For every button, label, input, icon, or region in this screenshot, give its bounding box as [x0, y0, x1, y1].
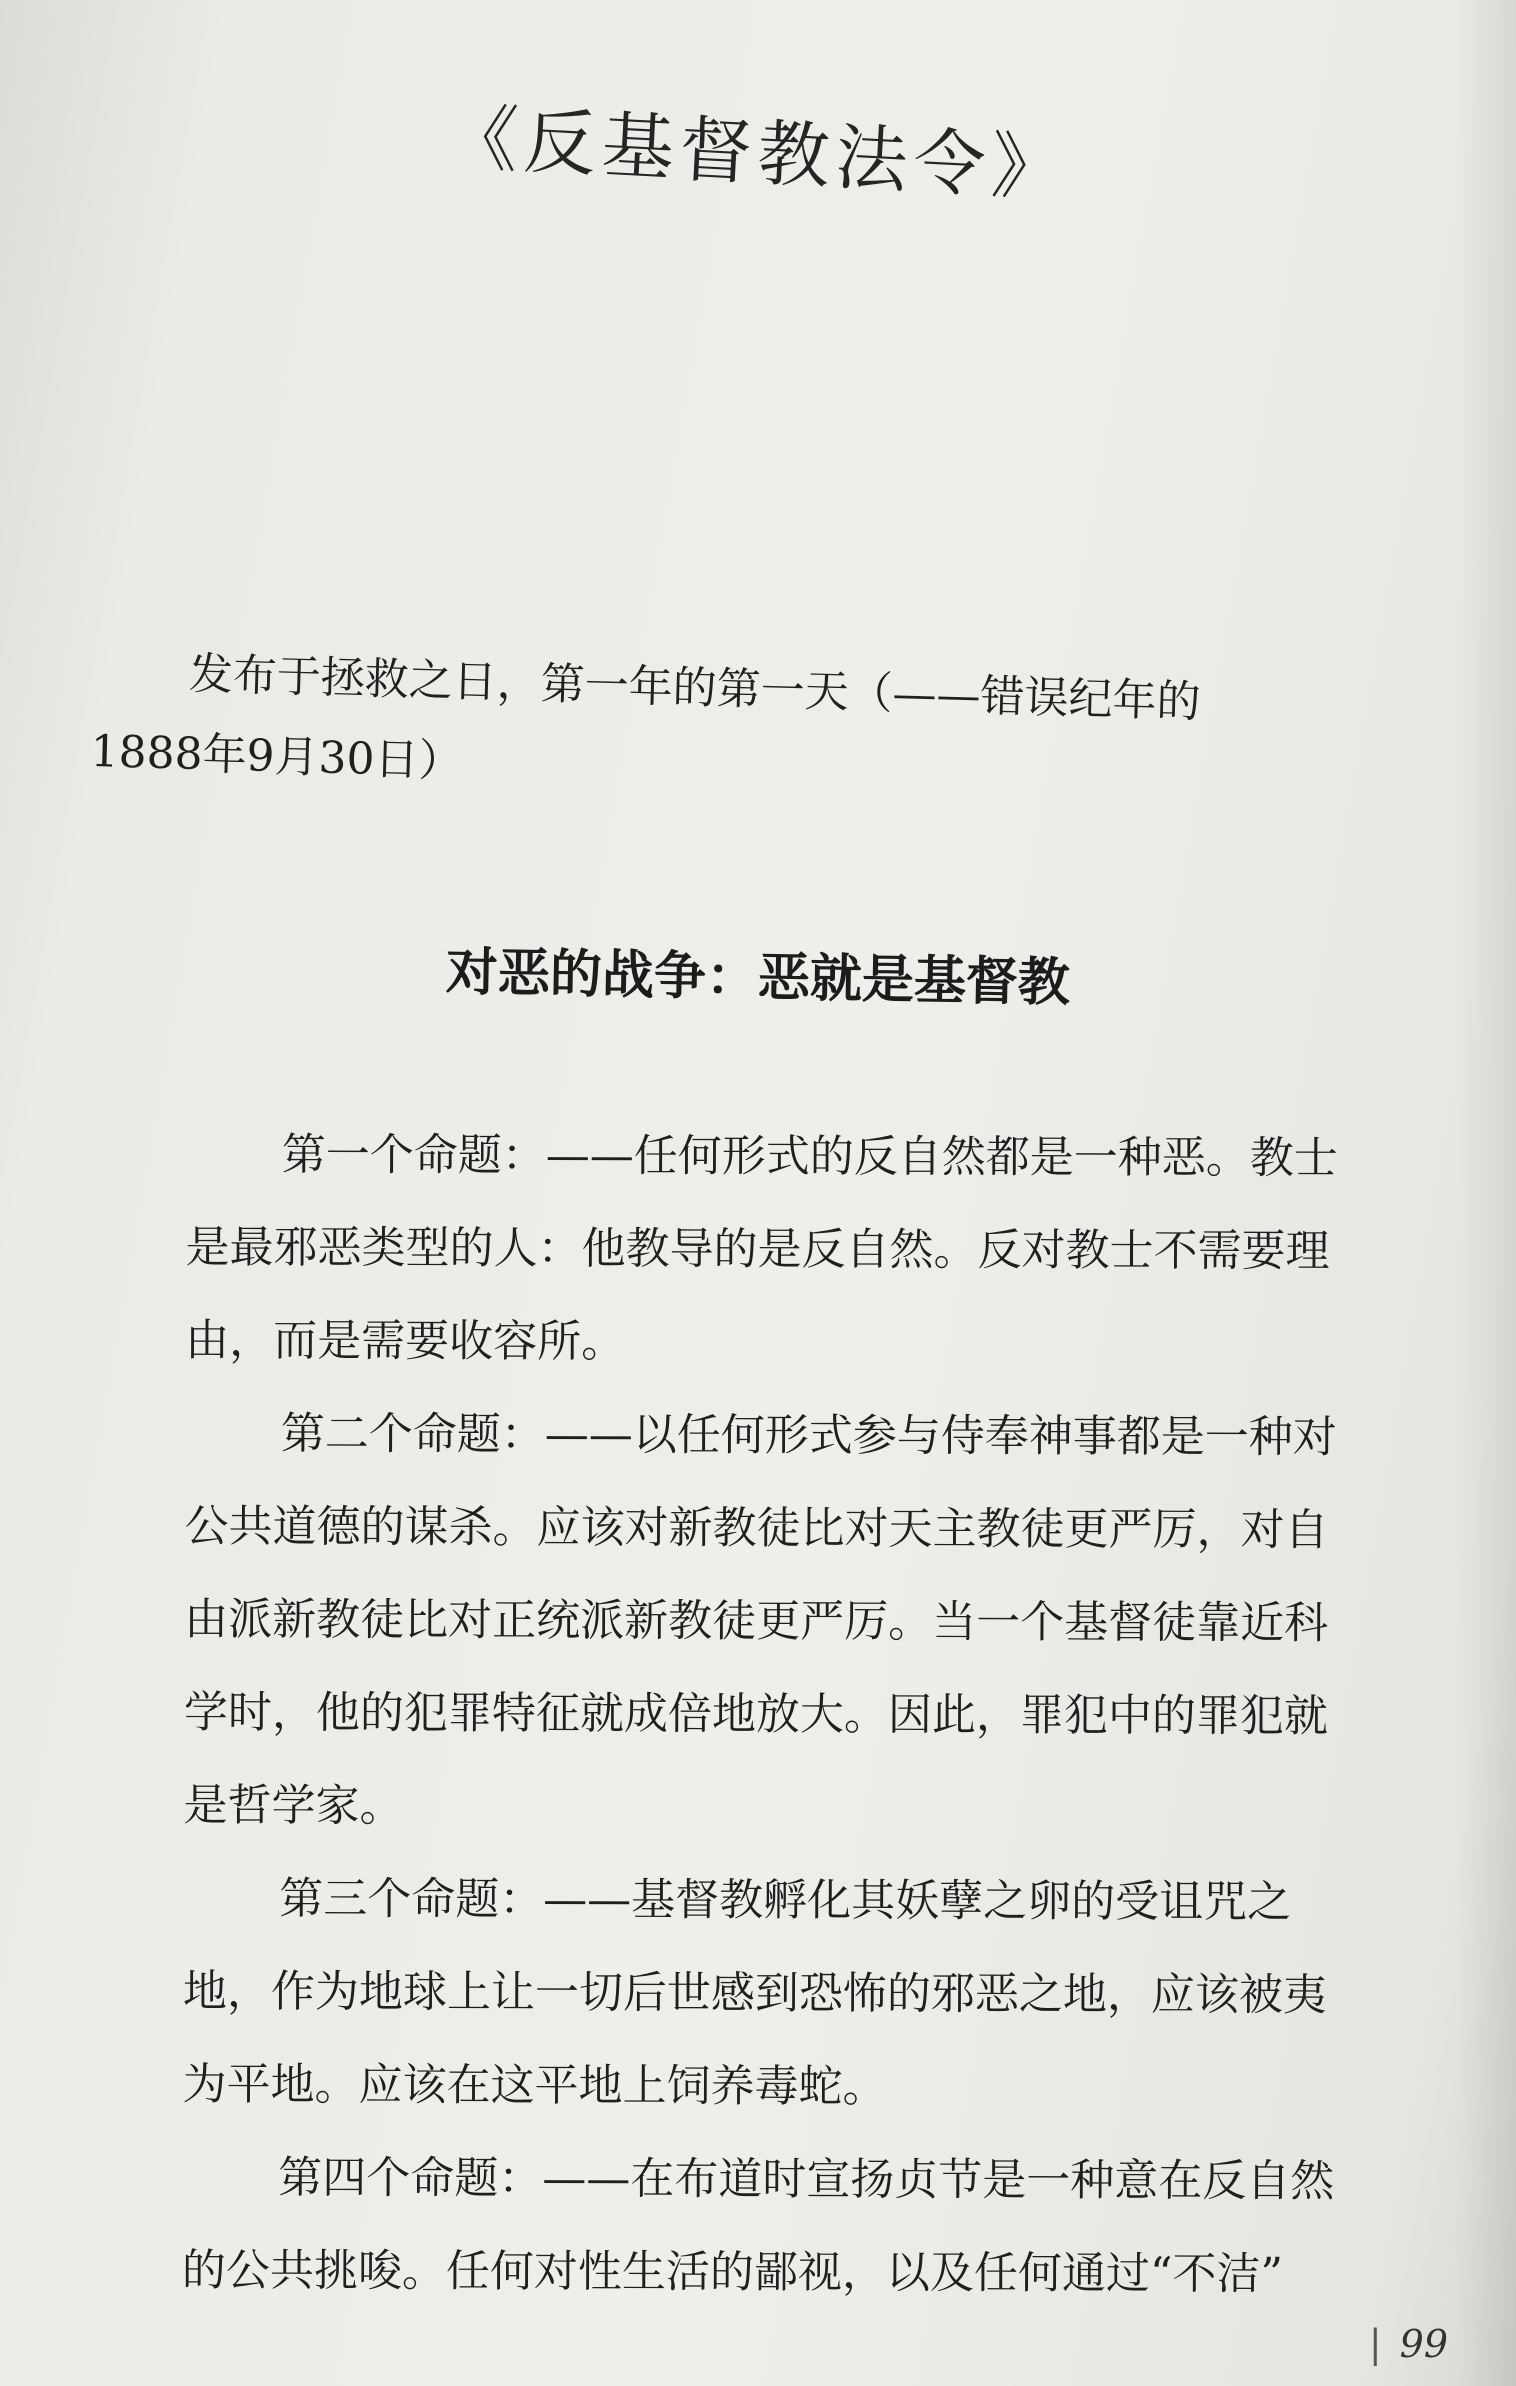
- page-number: [1369, 2322, 1448, 2366]
- publication-date-line: 发布于拯救之日，第一年的第一天（——错误纪年的1888年9月30日）: [89, 648, 1202, 788]
- page-number-separator: |: [1368, 2322, 1382, 2366]
- paragraph-proposition-2: 第二个命题：——以任何形式参与侍奉神事都是一种对公共道德的谋杀。应该对新教徒比对天主教徒更严厉，对自由派新教徒比对正统派新教徒更严厉。当一个基督徒靠近科学时，他的犯罪特征就成倍地放大。因此，罪犯中的罪犯就是哲学家。: [183, 1408, 1337, 1832]
- paragraph-proposition-3: 第三个命题：——基督教孵化其妖孽之卵的受诅咒之地，作为地球上让一切后世感到恐怖的邪恶之地，应该被夷为平地。应该在这平地上饲养毒蛇。: [182, 1873, 1327, 2113]
- page-edge-shadow: [1456, 0, 1516, 2386]
- page-number-value: 99: [1399, 2322, 1448, 2366]
- section-heading: 对恶的战争：恶就是基督教: [445, 941, 1071, 1014]
- body-text: [182, 1108, 1346, 2321]
- paragraph-proposition-4: 第四个命题：——在布道时宣扬贞节是一种意在反自然的公共挑唆。任何对性生活的鄙视，以及任何通过“不洁”: [181, 2152, 1335, 2300]
- paragraph-proposition-1: 第一个命题：——任何形式的反自然都是一种恶。教士是最邪恶类型的人：他教导的是反自然。反对教士不需要理由，而是需要收容所。: [185, 1129, 1338, 1368]
- page-title: 《反基督教法令》: [443, 94, 1072, 212]
